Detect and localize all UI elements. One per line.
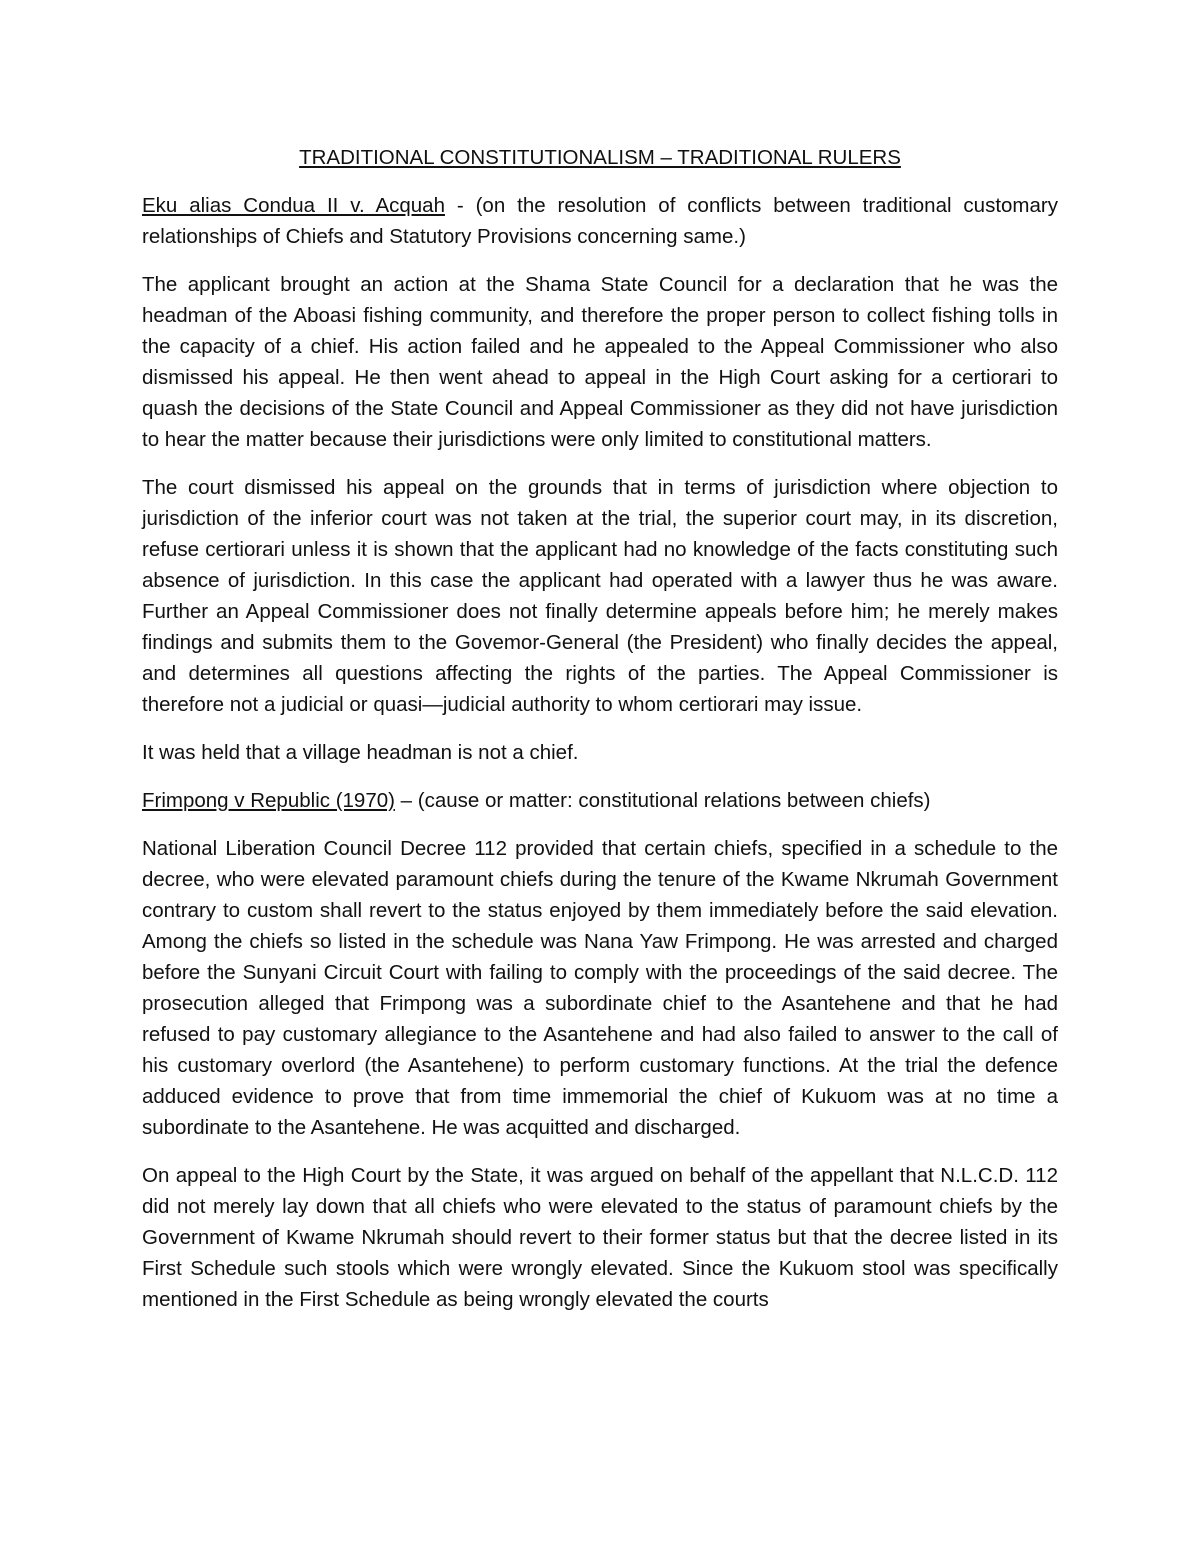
case-heading-frimpong <box>142 785 1058 816</box>
case-note-eku: - (on the resolution of conflicts between traditional customary relationships of Chiefs and Statutory Provisions concerning same.) <box>142 194 1058 248</box>
case-note-frimpong: – (cause or matter: constitutional relations between chiefs) <box>394 789 931 812</box>
case-name-eku: Eku alias Condua II v. Acquah <box>142 194 445 217</box>
paragraph-eku-decision: The court dismissed his appeal on the grounds that in terms of jurisdiction where objection to jurisdiction of the inferior court was not taken at the trial, the superior court may, in its discretion, refuse certiorari unless it is shown that the applicant had no knowledge of the facts constituting such absence of jurisdiction. In this case the applicant had operated with a lawyer thus he was aware. Further an Appeal Commissioner does not finally determine appeals before him; he merely makes findings and submits them to the Govemor-General (the President) who finally decides the appeal, and determines all questions affecting the rights of the parties. The Appeal Commissioner is therefore not a judicial or quasi—judicial authority to whom certiorari may issue. <box>142 476 1058 716</box>
case-heading-eku <box>142 190 1058 252</box>
case-name-frimpong: Frimpong v Republic (1970) <box>142 789 395 812</box>
paragraph-eku-facts: The applicant brought an action at the Shama State Council for a declaration that he was the headman of the Aboasi fishing community, and therefore the proper person to collect fishing tolls in the capacity of a chief. His action failed and he appealed to the Appeal Commissioner who also dismissed his appeal. He then went ahead to appeal in the High Court asking for a certiorari to quash the decisions of the State Council and Appeal Commissioner as they did not have jurisdiction to hear the matter because their jurisdictions were only limited to constitutional matters. <box>142 273 1058 451</box>
document-title: TRADITIONAL CONSTITUTIONALISM – TRADITIONAL RULERS <box>299 146 901 169</box>
paragraph-frimpong-facts: National Liberation Council Decree 112 provided that certain chiefs, specified in a schedule to the decree, who were elevated paramount chiefs during the tenure of the Kwame Nkrumah Government contrary to custom shall revert to the status enjoyed by them immediately before the said elevation. Among the chiefs so listed in the schedule was Nana Yaw Frimpong. He was arrested and charged before the Sunyani Circuit Court with failing to comply with the proceedings of the said decree. The prosecution alleged that Frimpong was a subordinate chief to the Asantehene and that he had refused to pay customary allegiance to the Asantehene and had also failed to answer to the call of his customary overlord (the Asantehene) to perform customary functions. At the trial the defence adduced evidence to prove that from time immemorial the chief of Kukuom was at no time a subordinate to the Asantehene. He was acquitted and discharged. <box>142 837 1058 1139</box>
document-page <box>142 142 1058 1332</box>
paragraph-frimpong-appeal: On appeal to the High Court by the State, it was argued on behalf of the appellant that N.L.C.D. 112 did not merely lay down that all chiefs who were elevated to the status of paramount chiefs by the Government of Kwame Nkrumah should revert to their former status but that the decree listed in its First Schedule such stools which were wrongly elevated. Since the Kukuom stool was specifically mentioned in the First Schedule as being wrongly elevated the courts <box>142 1164 1058 1311</box>
paragraph-eku-holding: It was held that a village headman is not a chief. <box>142 741 579 764</box>
